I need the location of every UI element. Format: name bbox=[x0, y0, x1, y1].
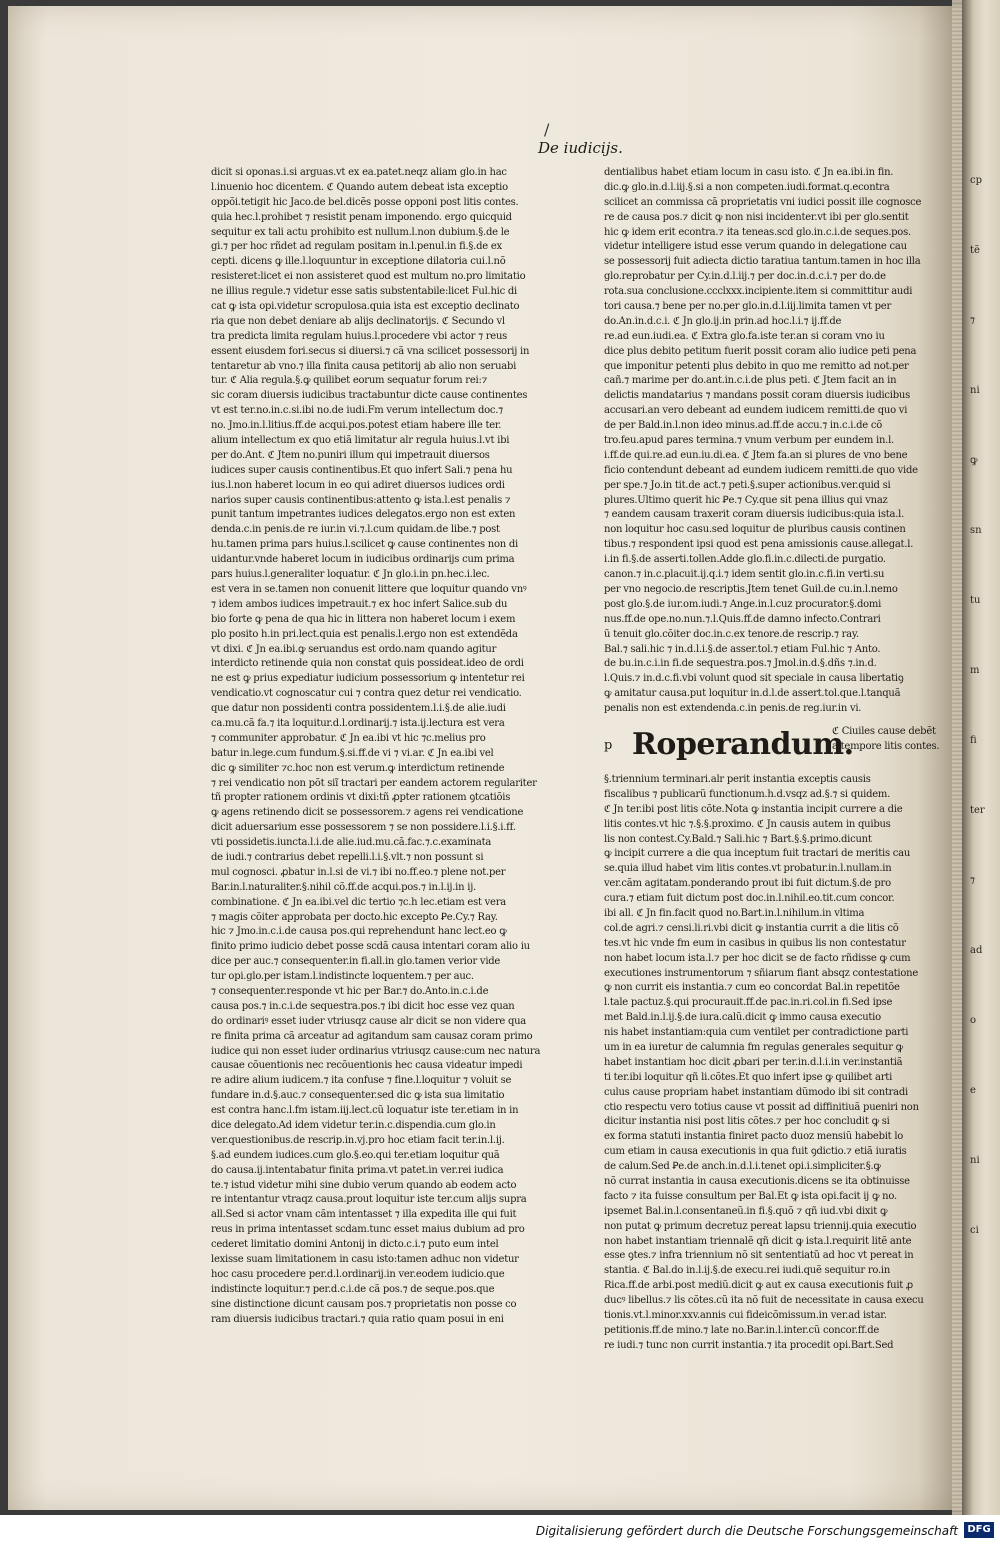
facing-page-fragment: o bbox=[970, 1015, 977, 1026]
text-line: ꝙ non currit eis instantia.⁊ cum eo concordat Bal.in repetitõe bbox=[604, 982, 900, 994]
heading-word: Roperandum. bbox=[632, 726, 854, 762]
text-line: l.inuenio hoc dicentem. ℭ Quando autem debeat ista exceptio bbox=[211, 181, 508, 193]
text-line: vti possidetis.iuncta.l.i.de alie.iud.mu.cã.fac.⁊.c.examinata bbox=[211, 837, 492, 849]
text-line: ũ tenuit glo.cõiter doc.in.c.ex tenore.de rescrip.⁊ ray. bbox=[604, 628, 859, 640]
facing-page-fragment: sn bbox=[970, 525, 982, 536]
text-line: ficio contendunt debeant ad eundem iudicem remitti.de quo vide bbox=[604, 464, 918, 476]
text-line: pars huius.l.generaliter loquatur. ℭ Jn glo.i.in pn.hec.i.lec. bbox=[211, 569, 490, 581]
text-line: ⁊ communiter approbatur. ℭ Jn ea.ibi vt hic ⁊c.melius pro bbox=[211, 732, 486, 744]
text-line: rota.sua conclusione.ccclxxx.incipiente.item si committitur audi bbox=[604, 286, 913, 298]
text-line: que datur non possidenti contra possidentem.l.i.§.de alie.iudi bbox=[211, 703, 506, 715]
text-line: ℭ Jn ter.ibi post litis cõte.Nota ꝙ instantia incipit currere a die bbox=[604, 803, 903, 815]
text-line: tori causa.⁊ bene per no.per glo.in.d.l.iij.limita tamen vt per bbox=[604, 301, 892, 313]
facing-page-fragment: e bbox=[970, 1085, 976, 1096]
facing-page-fragment: m bbox=[970, 665, 980, 676]
text-line: indistincte loquitur.⁊ per.d.c.i.de cã pos.⁊ de seque.pos.que bbox=[211, 1283, 495, 1295]
text-line: petitionis.ff.de mino.⁊ late no.Bar.in.l.inter.cũ concor.ff.de bbox=[604, 1324, 880, 1336]
text-line: hoc casu procedere per.d.l.ordinarij.in ver.eodem iudicio.que bbox=[211, 1268, 505, 1280]
text-line: de per Bald.in.l.non ideo minus.ad.ff.de accu.⁊ in.c.i.de cõ bbox=[604, 420, 883, 432]
text-line: cura.⁊ etiam fuit dictum post doc.in.l.nihil.eo.tit.cum concor. bbox=[604, 893, 895, 905]
text-line: ꝙ agens retinendo dicit se possessorem.⁊ agens rei vendicatione bbox=[211, 807, 524, 819]
guide-letter: p bbox=[604, 737, 613, 753]
text-line: ꝙ amitatur causa.put loquitur in.d.l.de assert.tol.que.l.tanquã bbox=[604, 688, 901, 700]
text-line: ius.l.non haberet locum in eo qui adiret diuersos iudices ordi bbox=[211, 479, 505, 491]
text-line: vendicatio.vt cognoscatur cui ⁊ contra quez detur rei vendicatio. bbox=[211, 688, 522, 700]
text-line: esse ꝯtes.⁊ infra triennium nõ sit sententiatũ ad hoc vt pereat in bbox=[604, 1250, 914, 1262]
section-heading bbox=[604, 725, 938, 771]
text-line: um in ea iuretur de calumnia fm regulas generales sequitur ꝙ bbox=[604, 1041, 903, 1053]
text-line: denda.c.in penis.de re iur.in vi.⁊.l.cum quidam.de libe.⁊ post bbox=[211, 524, 500, 536]
heading-side-text bbox=[832, 725, 940, 755]
text-line: tñ propter rationem ordinis vt dixi:tñ ꝓpter rationem ꝯtcatiõis bbox=[211, 792, 511, 804]
text-line: tes.vt hic vnde fm eum in casibus in quibus lis non contestatur bbox=[604, 937, 906, 949]
text-line: ducꝰ libellus.⁊ lis cõtes.cũ ita nõ fuit de necessitate in causa execu bbox=[604, 1295, 924, 1307]
right-column-top bbox=[604, 166, 938, 717]
facing-page-fragment: ni bbox=[970, 1155, 980, 1166]
text-line: punit tantum impetrantes iudices delegatos.ergo non est exten bbox=[211, 509, 516, 521]
text-line: ver.questionibus.de rescrip.in.vj.pro hoc etiam facit ter.in.l.ij. bbox=[211, 1134, 505, 1146]
text-line: est vera in se.tamen non conuenit littere que loquitur quando vnꝰ bbox=[211, 583, 527, 595]
text-line: ipsemet Bal.in.l.consentaneũ.in fi.§.quõ ⁊ qñ iud.vbi dixit ꝙ bbox=[604, 1205, 888, 1217]
facing-page-fragment: ⁊ bbox=[970, 875, 975, 886]
text-line: post glo.§.de iur.om.iudi.⁊ Ange.in.l.cuz procurator.§.domi bbox=[604, 598, 882, 610]
text-line: sine distinctione dicunt causam pos.⁊ proprietatis non posse co bbox=[211, 1298, 517, 1310]
text-line: glo.reprobatur per Cy.in.d.l.iij.⁊ per doc.in.d.c.i.⁊ per do.de bbox=[604, 271, 886, 283]
text-line: ca.mu.cã fa.⁊ ita loquitur.d.l.ordinarij.⁊ ista.ij.lectura est vera bbox=[211, 717, 505, 729]
text-line: ne est ꝙ prius expediatur iudicium possessorium ꝙ intentetur rei bbox=[211, 673, 525, 685]
text-line: canon.⁊ in.c.placuit.ij.q.i.⁊ idem sentit glo.in.c.fi.in verti.su bbox=[604, 569, 885, 581]
text-line: non loquitur hoc casu.sed loquitur de pluribus causis continen bbox=[604, 524, 906, 536]
text-line: l.Quis.⁊ in.d.c.fi.vbi volunt quod sit speciale in causa libertatiꝯ bbox=[604, 673, 904, 685]
text-line: culus cause propriam habet instantiam dũmodo ibi sit contradi bbox=[604, 1086, 908, 1098]
text-line: fundare in.d.§.auc.⁊ consequenter.sed dic ꝙ ista sua limitatio bbox=[211, 1090, 505, 1102]
text-line: mul cognosci. ꝓbatur in.l.si de vi.⁊ ibi no.ff.eo.⁊ plene not.per bbox=[211, 866, 506, 878]
text-line: resisteret:licet ei non assisteret quod est multum no.pro limitatio bbox=[211, 271, 526, 283]
text-line: oppõi.tetigit hic Jaco.de bel.dicẽs posse opponi post litis contes. bbox=[211, 196, 519, 208]
text-line: vt est ter.no.in.c.si.ibi no.de iudi.Fm verum intellectum doc.⁊ bbox=[211, 405, 503, 417]
text-line: reus in prima intentasset scdam.tunc esset maius dubium ad pro bbox=[211, 1224, 525, 1236]
text-line: ⁊ idem ambos iudices impetrauit.⁊ ex hoc infert Salice.sub du bbox=[211, 598, 508, 610]
text-line: ver.cãm agitatam.ponderando prout ibi fuit dictum.§.de pro bbox=[604, 878, 891, 890]
ink-mark: / bbox=[544, 120, 550, 139]
text-line: dentialibus habet etiam locum in casu isto. ℭ Jn ea.ibi.in fin. bbox=[604, 167, 894, 178]
text-line: nõ currat instantia in causa executionis.dicens se ita obtinuisse bbox=[604, 1176, 910, 1187]
footer-bar bbox=[0, 1515, 1000, 1547]
text-line: interdicto retinende quia non constat quis possideat.ideo de ordi bbox=[211, 658, 524, 670]
facing-page-fragment: ꝙ bbox=[970, 455, 978, 466]
text-line: non habet locum ista.l.⁊ per hoc dicit se de facto rñdisse ꝙ cum bbox=[604, 952, 911, 964]
text-line: tro.feu.apud pares termina.⁊ vnum verbum per eundem in.l. bbox=[604, 435, 894, 447]
text-line: re finita prima cã arceatur ad agitandum sam causaz coram primo bbox=[211, 1030, 533, 1042]
text-line: plures.Ultimo querit hic Ꝑe.⁊ Cy.que sit pena illius qui vnaz bbox=[604, 494, 888, 506]
text-line: dic.ꝙ glo.in.d.l.iij.§.si a non competen.iudi.format.q.econtra bbox=[604, 181, 890, 193]
text-line: do causa.ij.intentabatur finita prima.vt patet.in ver.rei iudica bbox=[211, 1164, 504, 1176]
text-line: iudices super causis continentibus.Et quo infert Sali.⁊ pena hu bbox=[211, 464, 513, 476]
text-line: se possessorij fuit adiecta dictio taratiua tantum.tamen in hoc illa bbox=[604, 256, 921, 268]
text-line: accusari.an vero debeant ad eundem iudicem remitti.de quo vi bbox=[604, 405, 908, 417]
text-line: ⁊ eandem causam traxerit coram diuersis iudicibus:quia ista.l. bbox=[604, 509, 905, 521]
heading-side-line: a tempore litis contes. bbox=[832, 740, 940, 752]
running-head: De iudicijs. bbox=[538, 139, 623, 157]
text-line: nis habet instantiam:quia cum ventilet per contradictione parti bbox=[604, 1027, 909, 1039]
text-line: dice per auc.⁊ consequenter.in fi.all.in glo.tamen verior vide bbox=[211, 956, 501, 968]
text-line: est contra hanc.l.fm istam.iij.lect.cũ loquatur iste ter.etiam in in bbox=[211, 1105, 519, 1117]
text-line: dicit aduersarium esse possessorem ⁊ se non possidere.l.i.§.i.ff. bbox=[211, 822, 516, 834]
text-line: causa pos.⁊ in.c.i.de sequestra.pos.⁊ ibi dicit hoc esse vez quan bbox=[211, 1000, 515, 1012]
text-line: vt dixi. ℭ Jn ea.ibi.ꝙ seruandus est ordo.nam quando agitur bbox=[211, 643, 497, 655]
text-line: tibus.⁊ respondent ipsi quod est pena amissionis cause.allegat.l. bbox=[604, 539, 914, 551]
text-line: tentaretur ab vno.⁊ illa finita causa petitorij ab alio non seruabi bbox=[211, 360, 517, 372]
text-line: dice delegato.Ad idem videtur ter.in.c.dispendia.cum glo.in bbox=[211, 1120, 496, 1131]
text-line: col.de agri.⁊ censi.li.ri.vbi dicit ꝙ instantia currit a die litis cõ bbox=[604, 922, 899, 934]
text-line: tur opi.glo.per istam.l.indistincte loquentem.⁊ per auc. bbox=[211, 971, 474, 983]
text-line: dicit si oponas.i.si arguas.vt ex ea.patet.neqz aliam glo.in hac bbox=[211, 167, 507, 178]
text-line: ti ter.ibi loquitur qñ li.cõtes.Et quo infert ipse ꝙ quilibet arti bbox=[604, 1071, 893, 1083]
text-line: tionis.vt.l.minor.xxv.annis cui fideicõmissum.in ver.ad istar. bbox=[604, 1310, 887, 1322]
facing-page-fragment: ⁊ bbox=[970, 315, 975, 326]
text-line: do ordinariꝰ esset iuder vtriusqz cause alr dicit se non videre qua bbox=[211, 1015, 527, 1027]
text-line: Bal.⁊ sali.hic ⁊ in.d.l.i.§.de asser.tol.⁊ etiam Ful.hic ⁊ Anto. bbox=[604, 643, 881, 655]
text-line: re de causa pos.⁊ dicit ꝙ non nisi incidenter.vt ibi per glo.sentit bbox=[604, 211, 909, 223]
text-line: hic ꝙ idem erit econtra.⁊ ita teneas.scd glo.in.c.i.de seques.pos. bbox=[604, 226, 911, 238]
text-line: ria que non debet deniare ab alijs declinatorijs. ℭ Secundo vl bbox=[211, 315, 505, 327]
text-line: litis contes.vt hic ⁊.§.§.proximo. ℭ Jn causis autem in quibus bbox=[604, 818, 891, 830]
text-line: fiscalibus ⁊ publicarũ functionum.h.d.vsqz ad.§.⁊ si quidem. bbox=[604, 788, 891, 800]
text-line: i.ff.de qui.re.ad eun.iu.di.ea. ℭ Jtem fa.an si plures de vno bene bbox=[604, 449, 908, 461]
text-line: §.triennium terminari.alr perit instantia exceptis causis bbox=[604, 773, 871, 785]
facing-page-fragment: ad bbox=[970, 945, 983, 956]
text-line: de calum.Sed Ꝑe.de anch.in.d.l.i.tenet opi.i.simpliciter.§.ꝙ bbox=[604, 1161, 881, 1173]
text-line: cepti. dicens ꝙ ille.l.loquuntur in exceptione dilatoria cui.l.nõ bbox=[211, 256, 506, 268]
facing-page-fragment: ni bbox=[970, 385, 980, 396]
text-line: stantia. ℭ Bal.do in.l.ij.§.de execu.rei iudi.quẽ sequitur ro.in bbox=[604, 1265, 891, 1277]
text-line: no. Jmo.in.l.litius.ff.de acqui.pos.potest etiam habere ille ter. bbox=[211, 420, 502, 432]
right-column-bottom bbox=[604, 773, 938, 1354]
text-line: que imponitur petenti plus debito in quo me remitto ad not.per bbox=[604, 360, 909, 372]
text-line: narios super causis continentibus:attento ꝙ ista.l.est penalis ⁊ bbox=[211, 494, 511, 506]
text-line: finito primo iudicio debet posse scdã causa intentari coram alio iu bbox=[211, 941, 530, 953]
text-line: l.tale pactuz.§.qui procurauit.ff.de pac.in.ri.col.in fi.Sed ipse bbox=[604, 997, 893, 1009]
text-line: ram diuersis iudicibus tractari.⁊ quia ratio quam posui in eni bbox=[211, 1313, 504, 1325]
text-line: dice plus debito petitum fuerit possit coram alio iudice peti pena bbox=[604, 345, 917, 357]
text-line: Bar.in.l.naturaliter.§.nihil cõ.ff.de acqui.pos.⁊ in.l.ij.in ij. bbox=[211, 881, 476, 893]
text-line: per vno negocio.de rescriptis.Jtem tenet Guil.de cu.in.l.nemo bbox=[604, 583, 898, 595]
text-line: lis non contest.Cy.Bald.⁊ Sali.hic ⁊ Bart.§.§.primo.dicunt bbox=[604, 833, 872, 845]
text-line: Rica.ff.de arbi.post mediũ.dicit ꝙ aut ex causa executionis fuit ꝓ bbox=[604, 1280, 913, 1292]
text-line: hic ⁊ Jmo.in.c.i.de causa pos.qui reprehendunt hanc lect.eo ꝙ bbox=[211, 926, 507, 938]
text-line: re iudi.⁊ tunc non currit instantia.⁊ ita procedit opi.Bart.Sed bbox=[604, 1339, 894, 1351]
text-line: causae cõuentionis nec recõuentionis hec causa videatur impedi bbox=[211, 1060, 523, 1072]
text-line: ⁊ consequenter.responde vt hic per Bar.⁊ do.Anto.in.c.i.de bbox=[211, 985, 489, 997]
text-line: per spe.⁊ Jo.in tit.de act.⁊ peti.§.super actionibus.ver.quid si bbox=[604, 479, 891, 491]
text-line: habet instantiam hoc dicit ꝓbari per ter.in.d.l.i.in ver.instantiã bbox=[604, 1056, 903, 1068]
text-line: i.in fi.§.de asserti.tollen.Adde glo.fi.in.c.dilecti.de purgatio. bbox=[604, 554, 886, 566]
text-line: sequitur ex tali actu prohibito est nullum.l.non dubium.§.de le bbox=[211, 226, 510, 238]
text-line: per do.Ant. ℭ Jtem no.puniri illum qui impetrauit diuersos bbox=[211, 449, 490, 461]
text-line: de iudi.⁊ contrarius debet repelli.l.i.§.vlt.⁊ non possunt si bbox=[211, 851, 484, 863]
text-line: lexisse suam limitationem in casu isto:tamen adhuc non videtur bbox=[211, 1254, 519, 1266]
text-line: gi.⁊ per hoc rñdet ad regulam positam in.l.penul.in fi.§.de ex bbox=[211, 241, 502, 253]
text-line: ꝙ incipit currere a die qua inceptum fuit tractari de meritis cau bbox=[604, 848, 911, 860]
text-line: quia hec.l.prohibet ⁊ resistit penam imponendo. ergo quicquid bbox=[211, 211, 512, 223]
book-page bbox=[8, 6, 966, 1510]
text-line: cederet limitatio domini Antonij in dicto.c.i.⁊ puto eum intel bbox=[211, 1239, 499, 1251]
text-line: ctio respectu vero totius cause vt possit ad diffinitiuã pueniri non bbox=[604, 1101, 919, 1113]
text-line: bio forte ꝙ pena de qua hic in littera non haberet locum i exem bbox=[211, 613, 516, 625]
text-line: dic ꝙ similiter ⁊c.hoc non est verum.ꝙ interdictum retinende bbox=[211, 762, 505, 774]
text-line: se.quia illud habet vim litis contes.vt probatur.in.l.nullam.in bbox=[604, 863, 892, 875]
dfg-logo: DFG bbox=[964, 1522, 994, 1538]
facing-page-edge bbox=[962, 0, 1000, 1515]
text-line: dicitur instantia nisi post litis cõtes.⁊ per hoc concludit ꝙ si bbox=[604, 1116, 890, 1128]
text-line: ex forma statuti instantia finiret pacto duoz mensiũ habebit lo bbox=[604, 1131, 904, 1143]
text-line: combinatione. ℭ Jn ea.ibi.vel dic tertio ⁊c.h lec.etiam est vera bbox=[211, 896, 506, 908]
text-line: alium intellectum ex quo etiã limitatur alr regula huius.l.vt ibi bbox=[211, 435, 510, 447]
text-line: non putat ꝙ primum decretuz pereat lapsu triennij.quia executio bbox=[604, 1220, 917, 1232]
text-line: all.Sed si actor vnam cãm intentasset ⁊ illa expedita ille qui fuit bbox=[211, 1209, 517, 1221]
text-line: executiones instrumentorum ⁊ sñiarum fiant absqz contestatione bbox=[604, 967, 919, 979]
facing-page-fragment: ter bbox=[970, 805, 985, 816]
facing-page-fragment: tu bbox=[970, 595, 981, 606]
text-line: hu.tamen prima pars huius.l.scilicet ꝙ cause continentes non di bbox=[211, 539, 518, 551]
text-line: re adire alium iudicem.⁊ ita confuse ⁊ fine.l.loquitur ⁊ voluit se bbox=[211, 1075, 512, 1087]
left-text-column bbox=[211, 166, 543, 1327]
text-line: ibi all. ℭ Jn fin.facit quod no.Bart.in.l.nihilum.in vltima bbox=[604, 907, 865, 919]
text-line: iudice qui non esset iuder ordinarius vtriusqz cause:cum nec natura bbox=[211, 1045, 541, 1057]
text-line: videtur intelligere istud esse verum quando in delegatione cau bbox=[604, 241, 907, 253]
text-line: re.ad eun.iudi.ea. ℭ Extra glo.fa.iste ter.an si coram vno iu bbox=[604, 330, 885, 342]
facing-page-fragment: tẽ bbox=[970, 245, 980, 256]
text-line: do.An.in.d.c.i. ℭ Jn glo.ij.in prin.ad hoc.l.i.⁊ ij.ff.de bbox=[604, 315, 842, 327]
text-line: de bu.in.c.i.in fi.de sequestra.pos.⁊ Jmol.in.d.§.dñs ⁊.in.d. bbox=[604, 658, 877, 670]
text-line: facto ⁊ ita fuisse consultum per Bal.Et ꝙ ista opi.facit ij ꝙ no. bbox=[604, 1190, 897, 1202]
text-line: met Bald.in.l.ij.§.de iura.calũ.dicit ꝙ immo causa executio bbox=[604, 1012, 881, 1024]
text-line: nus.ff.de ope.no.nun.⁊.l.Quis.ff.de damno infecto.Contrari bbox=[604, 613, 881, 625]
facing-page-fragment: ci bbox=[970, 1225, 979, 1236]
text-line: cañ.⁊ marime per do.ant.in.c.i.de plus peti. ℭ Jtem facit an in bbox=[604, 375, 897, 387]
text-line: §.ad eundem iudices.cum glo.§.eo.qui ter.etiam loquitur quã bbox=[211, 1149, 500, 1161]
text-line: ⁊ magis cõiter approbata per docto.hic excepto Ꝑe.Cy.⁊ Ray. bbox=[211, 911, 498, 923]
text-line: sic coram diuersis iudicibus tractabuntur dicte cause continentes bbox=[211, 390, 528, 402]
text-line: te.⁊ istud videtur mihi sine dubio verum quando ab eodem acto bbox=[211, 1179, 517, 1191]
facing-page-fragment: fi bbox=[970, 735, 977, 746]
facing-page-fragment: cp bbox=[970, 175, 983, 186]
text-line: penalis non est extendenda.c.in penis.de reg.iur.in vi. bbox=[604, 703, 862, 715]
text-line: ne illius regule.⁊ videtur esse satis substentabile:licet Ful.hic di bbox=[211, 286, 517, 298]
text-line: cat ꝙ ista opi.videtur scropulosa.quia ista est exceptio declinato bbox=[211, 301, 520, 313]
heading-side-line: ℭ Ciuiles cause debẽt bbox=[832, 725, 936, 737]
text-line: plo posito h.in pri.lect.quia est penalis.l.ergo non est extendẽda bbox=[211, 628, 518, 640]
text-line: tur. ℭ Alia regula.§.ꝙ quilibet eorum sequatur forum rei:⁊ bbox=[211, 375, 488, 387]
text-line: tra predicta limita regulam huius.l.procedere vbi actor ⁊ reus bbox=[211, 330, 508, 342]
text-line: ⁊ rei vendicatio non põt siĩ tractari per eandem actorem regulariter bbox=[211, 777, 537, 789]
text-line: essent eiusdem fori.secus si diuersi.⁊ cã vna scilicet possessorij in bbox=[211, 345, 530, 357]
text-line: non habet instantiam triennalẽ qñ dicit ꝙ ista.l.requirit litẽ ante bbox=[604, 1235, 912, 1247]
text-line: re intentantur vtraqz causa.prout loquitur iste ter.cum alijs supra bbox=[211, 1194, 527, 1206]
text-line: delictis mandatarius ⁊ mandans possit coram diuersis iudicibus bbox=[604, 390, 910, 402]
funding-credit: Digitalisierung gefördert durch die Deutsche Forschungsgemeinschaft bbox=[535, 1524, 958, 1538]
text-line: scilicet an commissa cã proprietatis vni iudici possit ille cognosce bbox=[604, 196, 922, 208]
text-line: uidantur.vnde haberet locum in iudicibus ordinarijs cum prima bbox=[211, 554, 515, 566]
text-line: cum etiam in causa executionis in qua fuit ꝯdictio.⁊ etiã iuratis bbox=[604, 1146, 907, 1158]
text-line: batur in.lege.cum fundum.§.si.ff.de vi ⁊ vi.ar. ℭ Jn ea.ibi vel bbox=[211, 747, 494, 759]
right-text-column bbox=[604, 166, 938, 1354]
